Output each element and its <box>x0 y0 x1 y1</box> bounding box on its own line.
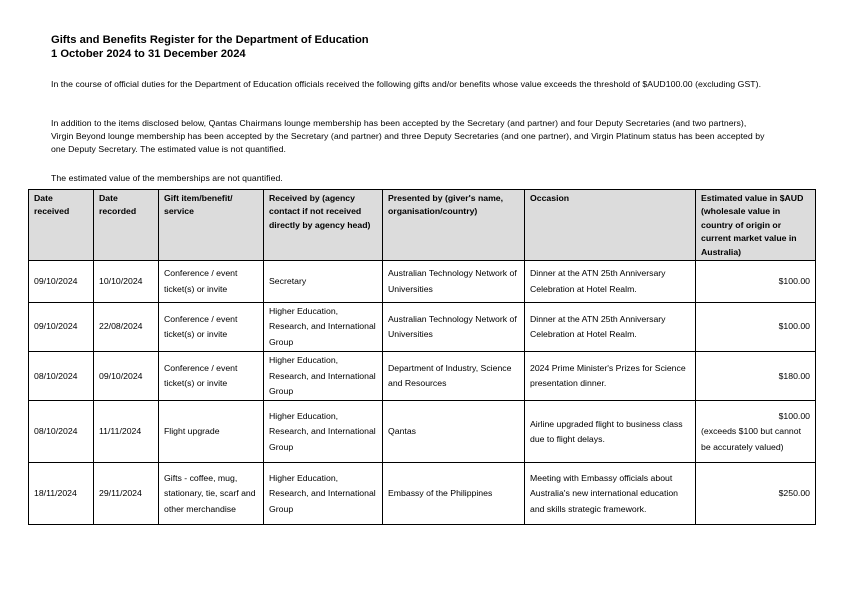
gift-cell: Conference / event ticket(s) or invite <box>159 303 264 352</box>
title-line-1: Gifts and Benefits Register for the Department of Education <box>51 34 369 46</box>
date-recorded-cell: 10/10/2024 <box>94 261 159 303</box>
presented-by-cell: Department of Industry, Science and Resources <box>383 352 525 401</box>
date-recorded-cell: 22/08/2024 <box>94 303 159 352</box>
value-amount: $100.00 <box>778 321 810 332</box>
value-cell <box>696 463 816 525</box>
value-cell <box>696 352 816 401</box>
value-amount: $100.00 <box>778 275 810 286</box>
date-recorded-cell: 09/10/2024 <box>94 352 159 401</box>
date-recorded-cell: 11/11/2024 <box>94 401 159 463</box>
occasion-cell: Airline upgraded flight to business class due to flight delays. <box>525 401 696 463</box>
presented-by-cell: Embassy of the Philippines <box>383 463 525 525</box>
received-by-cell: Higher Education, Research, and International Group <box>264 352 383 401</box>
header-estimated-value: Estimated value in $AUD (wholesale value in country of origin or current market value in Australia) <box>696 190 816 261</box>
value-cell <box>696 401 816 463</box>
presented-by-cell: Qantas <box>383 401 525 463</box>
gift-cell: Conference / event ticket(s) or invite <box>159 352 264 401</box>
header-received-by: Received by (agency contact if not received directly by agency head) <box>264 190 383 261</box>
header-date-recorded: Date recorded <box>94 190 159 261</box>
memberships-paragraph: In addition to the items disclosed below, Qantas Chairmans lounge membership has been accepted by the Secretary (and partner) and four Deputy Secretaries (and two partners), Virgin Beyond lounge membership has been accepted by the Secretary (and partner) and three Deputy Secretaries (and one partner), and Virgin Platinum status has been accepted by one Deputy Secretary. The estimated value is not quantified. <box>51 118 765 154</box>
memberships-note: The estimated value of the memberships are not quantified. <box>51 173 283 183</box>
value-amount: $180.00 <box>778 370 810 381</box>
value-amount: $100.00 <box>778 410 810 421</box>
page-title <box>51 33 369 61</box>
date-received-cell: 08/10/2024 <box>29 401 94 463</box>
occasion-cell: Dinner at the ATN 25th Anniversary Celebration at Hotel Realm. <box>525 261 696 303</box>
date-recorded-cell: 29/11/2024 <box>94 463 159 525</box>
header-occasion: Occasion <box>525 190 696 261</box>
value-cell <box>696 261 816 303</box>
date-received-cell: 18/11/2024 <box>29 463 94 525</box>
date-received-cell: 08/10/2024 <box>29 352 94 401</box>
table-row <box>29 261 816 303</box>
gift-cell: Flight upgrade <box>159 401 264 463</box>
header-date-received: Date received <box>29 190 94 261</box>
table-row <box>29 352 816 401</box>
value-note: (exceeds $100 but cannot be accurately valued) <box>701 426 801 452</box>
intro-paragraph: In the course of official duties for the Department of Education officials received the following gifts and/or benefits whose value exceeds the threshold of $AUD100.00 (excluding GST). <box>51 79 762 89</box>
header-gift-item: Gift item/benefit/ service <box>159 190 264 261</box>
presented-by-cell: Australian Technology Network of Universities <box>383 261 525 303</box>
date-received-cell: 09/10/2024 <box>29 261 94 303</box>
received-by-cell: Higher Education, Research, and International Group <box>264 463 383 525</box>
table-row <box>29 303 816 352</box>
table-row <box>29 463 816 525</box>
table-row <box>29 401 816 463</box>
value-amount: $250.00 <box>778 488 810 499</box>
occasion-cell: Dinner at the ATN 25th Anniversary Celebration at Hotel Realm. <box>525 303 696 352</box>
occasion-cell: 2024 Prime Minister's Prizes for Science presentation dinner. <box>525 352 696 401</box>
received-by-cell: Higher Education, Research, and International Group <box>264 303 383 352</box>
gift-cell: Conference / event ticket(s) or invite <box>159 261 264 303</box>
gift-cell: Gifts - coffee, mug, stationary, tie, scarf and other merchandise <box>159 463 264 525</box>
presented-by-cell: Australian Technology Network of Universities <box>383 303 525 352</box>
title-line-2: 1 October 2024 to 31 December 2024 <box>51 48 246 60</box>
value-cell <box>696 303 816 352</box>
table-header-row <box>29 190 816 261</box>
received-by-cell: Higher Education, Research, and International Group <box>264 401 383 463</box>
received-by-cell: Secretary <box>264 261 383 303</box>
gifts-register-table <box>28 189 816 525</box>
header-presented-by: Presented by (giver's name, organisation/country) <box>383 190 525 261</box>
occasion-cell: Meeting with Embassy officials about Australia's new international education and skills strategic framework. <box>525 463 696 525</box>
date-received-cell: 09/10/2024 <box>29 303 94 352</box>
